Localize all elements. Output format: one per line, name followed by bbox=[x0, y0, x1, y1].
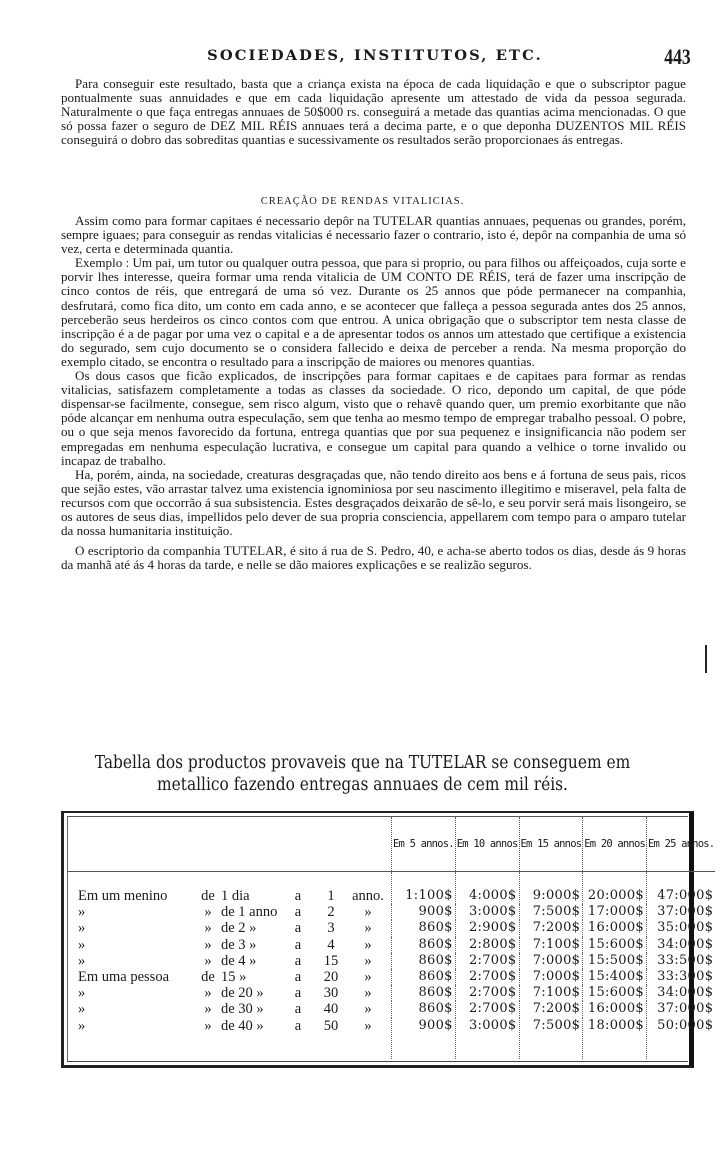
row-a: a bbox=[294, 936, 302, 953]
row-a: a bbox=[294, 888, 302, 904]
value-cell: 7:100$ bbox=[519, 937, 583, 953]
row-de: » bbox=[204, 936, 212, 953]
row-a: a bbox=[294, 920, 302, 937]
row-a: a bbox=[294, 985, 302, 1002]
value-cell: 7:500$ bbox=[519, 904, 583, 920]
value-cell: 2:800$ bbox=[455, 937, 519, 953]
paragraph: Os dous casos que ficão explicados, de inscripções para formar capitaes e de capitaes para formar as rendas vitalicias, satisfazem completamente a todas as classes da sociedade. O rico, depondo um capital, de que póde dispensar-se facilmente, consegue, sem risco algum, visto que o rehavê quando quer, um premio exorbitante que não póde alcançar em nenhuma outra especulação, sem que tenha ao mesmo tempo de empregar trabalho pessoal. O pobre, ou o que seja menos favorecido da fortuna, entrega quantias que por sua pequenez e insignificancia não podem ser empregadas em nenhuma especulação lucrativa, e consegue um capital para quando a velhice o torne invalido ou incapaz de trabalho. bbox=[61, 368, 686, 468]
row-unit: » bbox=[364, 936, 372, 953]
row-subject: Em uma pessoa bbox=[78, 969, 170, 986]
age-range-cell bbox=[68, 969, 392, 985]
row-de: » bbox=[204, 1017, 212, 1034]
row-unit: » bbox=[364, 1017, 372, 1034]
row-subject: » bbox=[78, 1017, 86, 1034]
products-table-frame bbox=[61, 811, 715, 1068]
value-cell: 860$ bbox=[392, 985, 456, 1001]
products-table bbox=[68, 817, 715, 1059]
row-a: a bbox=[294, 904, 302, 921]
value-cell: 16:000$ bbox=[583, 1001, 647, 1017]
value-cell: 7:200$ bbox=[519, 920, 583, 936]
column-header: Em 5 annos. bbox=[392, 817, 456, 872]
row-to: 15 bbox=[323, 952, 339, 969]
age-range-cell bbox=[68, 937, 392, 953]
row-from: de 30 » bbox=[221, 1001, 264, 1018]
value-cell: 35:000$ bbox=[647, 920, 716, 936]
value-cell: 15:600$ bbox=[583, 985, 647, 1001]
age-range-cell bbox=[68, 953, 392, 969]
page-number: 443 bbox=[664, 44, 691, 69]
row-to: 50 bbox=[323, 1017, 339, 1034]
value-cell: 860$ bbox=[392, 953, 456, 969]
value-cell: 37:000$ bbox=[647, 904, 716, 920]
value-cell: 37:000$ bbox=[647, 1001, 716, 1017]
row-subject: » bbox=[78, 985, 86, 1002]
row-unit: » bbox=[364, 920, 372, 937]
value-cell: 17:000$ bbox=[583, 904, 647, 920]
table-row bbox=[68, 937, 715, 953]
running-title: SOCIEDADES, INSTITUTOS, ETC. bbox=[207, 48, 543, 64]
value-cell: 34:000$ bbox=[647, 985, 716, 1001]
row-subject: » bbox=[78, 1001, 86, 1018]
row-from: de 1 anno bbox=[221, 904, 278, 921]
value-cell: 900$ bbox=[392, 1018, 456, 1059]
row-from: de 20 » bbox=[221, 985, 264, 1002]
value-cell: 7:000$ bbox=[519, 953, 583, 969]
paragraph: Exemplo : Um pai, um tutor ou qualquer outra pessoa, que para si proprio, ou para filhos ou affeiçoados, cuja sorte e porvir lhes interesse, queira formar uma renda vitalicia de UM CONTO DE RÉIS, terá de fazer uma inscripção de cinco contos de réis, que entregará de uma só vez. Durante os 25 annos que póde permanecer na companhia, desfrutará, como fica dito, um conto em cada anno, e se acontecer que falleça a pessoa segurada antes dos 25 annos, perceberão seus herdeiros os cinco contos com que entrou. A unica obrigação que o subscriptor tem nesta classe de inscripção é a de pagar por uma vez o capital e a de apresentar todos os annos um attestado que certifique a existencia do segurado, sem cujo documento se o considera fallecido e deixa de perceber a renda. Na mesma proporção do exemplo citado, se encontra o resultado para a inscripção de maiores ou menores quantias. bbox=[61, 255, 686, 369]
row-de: de bbox=[201, 888, 215, 904]
products-table-inner bbox=[67, 816, 715, 1062]
value-cell: 860$ bbox=[392, 1001, 456, 1017]
column-header: Em 15 annos bbox=[519, 817, 583, 872]
table-body bbox=[68, 872, 715, 1059]
row-a: a bbox=[294, 1017, 302, 1034]
value-cell: 3:000$ bbox=[455, 904, 519, 920]
paragraph: Para conseguir este resultado, basta que a criança exista na época de cada liquidação e que o subscriptor pague pontualmente suas annuidades e que em cada liquidação apresente um attestado de vida da pessoa segurada. Naturalmente o que faça entregas annuaes de 50$000 rs. conseguirá a metade das quantias acima mencionadas. O que só possa fazer o seguro de DEZ MIL RÉIS annuaes terá a decima parte, e o que deponha DUZENTOS MIL RÉIS conseguirá o dobro das sobreditas quantias e sucessivamente os resultados serão proporcionaes ás entregas. bbox=[61, 76, 686, 148]
row-unit: » bbox=[364, 952, 372, 969]
table-row bbox=[68, 904, 715, 920]
table-row bbox=[68, 920, 715, 936]
table-row bbox=[68, 985, 715, 1001]
value-cell: 50:000$ bbox=[647, 1018, 716, 1059]
table-title bbox=[44, 752, 682, 796]
row-a: a bbox=[294, 1001, 302, 1018]
table-row bbox=[68, 1001, 715, 1017]
table-row bbox=[68, 969, 715, 985]
table-row bbox=[68, 872, 715, 905]
row-unit: » bbox=[364, 1001, 372, 1018]
row-to: 20 bbox=[323, 969, 339, 986]
column-header: Em 10 annos bbox=[455, 817, 519, 872]
age-range-cell bbox=[68, 904, 392, 920]
value-cell: 3:000$ bbox=[455, 1018, 519, 1059]
value-cell: 47:000$ bbox=[647, 872, 716, 905]
section-title: CREAÇÃO DE RENDAS VITALICIAS. bbox=[260, 196, 465, 207]
table-title-line-2: metallico fazendo entregas annuaes de cem mil réis. bbox=[157, 775, 568, 795]
value-cell: 860$ bbox=[392, 937, 456, 953]
row-de: » bbox=[204, 952, 212, 969]
value-cell: 2:700$ bbox=[455, 1001, 519, 1017]
value-cell: 2:700$ bbox=[455, 953, 519, 969]
row-subject: » bbox=[78, 920, 86, 937]
value-cell: 4:000$ bbox=[455, 872, 519, 905]
value-cell: 2:700$ bbox=[455, 969, 519, 985]
paragraph: Ha, porém, ainda, na sociedade, creaturas desgraçadas que, não tendo direito aos bens e á fortuna de seus pais, ricos que sejão estes, vão arrastar talvez uma existencia ignominiosa por seu nascimento illegitimo e miseravel, pela falta de recursos com que occorrão á sua subsistencia. Estes desgraçados deixarão de sê-lo, e seu porvir será mais lisongeiro, se os autores de seus dias, impellidos pelo dever de sua propria consciencia, appellarem com tempo para o amparo tutelar da nossa humanitaria instituição. bbox=[61, 466, 687, 539]
value-cell: 860$ bbox=[392, 969, 456, 985]
row-unit: anno. bbox=[352, 888, 384, 904]
stub-header bbox=[68, 817, 392, 872]
row-from: 15 » bbox=[221, 969, 247, 986]
age-range-cell bbox=[68, 1018, 392, 1059]
paragraph: O escriptorio da companhia TUTELAR, é sito á rua de S. Pedro, 40, e acha-se aberto todos os dias, desde ás 9 horas da manhã até ás 4 horas da tarde, e nelle se dão maiores explicações e se realizão seguros. bbox=[61, 543, 686, 573]
row-from: 1 dia bbox=[221, 888, 250, 904]
row-de: » bbox=[204, 904, 212, 921]
value-cell: 900$ bbox=[392, 904, 456, 920]
value-cell: 7:500$ bbox=[519, 1018, 583, 1059]
value-cell: 20:000$ bbox=[583, 872, 647, 905]
column-header: Em 25 annos. bbox=[647, 817, 716, 872]
value-cell: 860$ bbox=[392, 920, 456, 936]
value-cell: 7:200$ bbox=[519, 1001, 583, 1017]
value-cell: 33:500$ bbox=[647, 953, 716, 969]
value-cell: 1:100$ bbox=[392, 872, 456, 905]
running-head bbox=[60, 44, 690, 68]
value-cell: 7:000$ bbox=[519, 969, 583, 985]
row-to: 1 bbox=[327, 888, 335, 904]
table-header-row bbox=[68, 817, 715, 872]
value-cell: 15:600$ bbox=[583, 937, 647, 953]
table-title-line-1: Tabella dos productos provaveis que na TUTELAR se conseguem em bbox=[94, 753, 631, 773]
column-header: Em 20 annos bbox=[583, 817, 647, 872]
row-unit: » bbox=[364, 969, 372, 986]
row-de: » bbox=[204, 1001, 212, 1018]
value-cell: 7:100$ bbox=[519, 985, 583, 1001]
intro-text-block bbox=[61, 77, 686, 147]
value-cell: 2:700$ bbox=[455, 985, 519, 1001]
row-subject: » bbox=[78, 904, 86, 921]
row-to: 30 bbox=[323, 985, 339, 1002]
section-text-block bbox=[61, 214, 686, 572]
age-range-cell bbox=[68, 985, 392, 1001]
row-de: » bbox=[204, 920, 212, 937]
row-subject: » bbox=[78, 952, 86, 969]
row-to: 2 bbox=[327, 904, 335, 921]
value-cell: 18:000$ bbox=[583, 1018, 647, 1059]
row-from: de 40 » bbox=[221, 1017, 264, 1034]
value-cell: 15:500$ bbox=[583, 953, 647, 969]
row-de: de bbox=[201, 969, 215, 986]
value-cell: 15:400$ bbox=[583, 969, 647, 985]
row-a: a bbox=[294, 969, 302, 986]
row-a: a bbox=[294, 952, 302, 969]
row-to: 40 bbox=[323, 1001, 339, 1018]
row-from: de 3 » bbox=[221, 936, 257, 953]
table-row bbox=[68, 953, 715, 969]
margin-mark bbox=[705, 645, 707, 673]
value-cell: 16:000$ bbox=[583, 920, 647, 936]
row-to: 4 bbox=[327, 936, 335, 953]
row-subject: » bbox=[78, 936, 86, 953]
paragraph: Assim como para formar capitaes é necessario depôr na TUTELAR quantias annuaes, pequenas ou grandes, porém, sempre iguaes; para conseguir as rendas vitalicias é necessario fazer o contrario, isto é, depôr na companhia de uma só vez, certa e determinada quantia. bbox=[61, 213, 686, 257]
age-range-cell bbox=[68, 1001, 392, 1017]
value-cell: 9:000$ bbox=[519, 872, 583, 905]
row-from: de 4 » bbox=[221, 952, 257, 969]
row-de: » bbox=[204, 985, 212, 1002]
row-from: de 2 » bbox=[221, 920, 257, 937]
value-cell: 33:300$ bbox=[647, 969, 716, 985]
row-subject: Em um menino bbox=[78, 888, 168, 904]
value-cell: 34:000$ bbox=[647, 937, 716, 953]
table-row bbox=[68, 1018, 715, 1059]
value-cell: 2:900$ bbox=[455, 920, 519, 936]
age-range-cell bbox=[68, 920, 392, 936]
age-range-cell bbox=[68, 872, 392, 905]
row-unit: » bbox=[364, 985, 372, 1002]
row-to: 3 bbox=[327, 920, 335, 937]
row-unit: » bbox=[364, 904, 372, 921]
